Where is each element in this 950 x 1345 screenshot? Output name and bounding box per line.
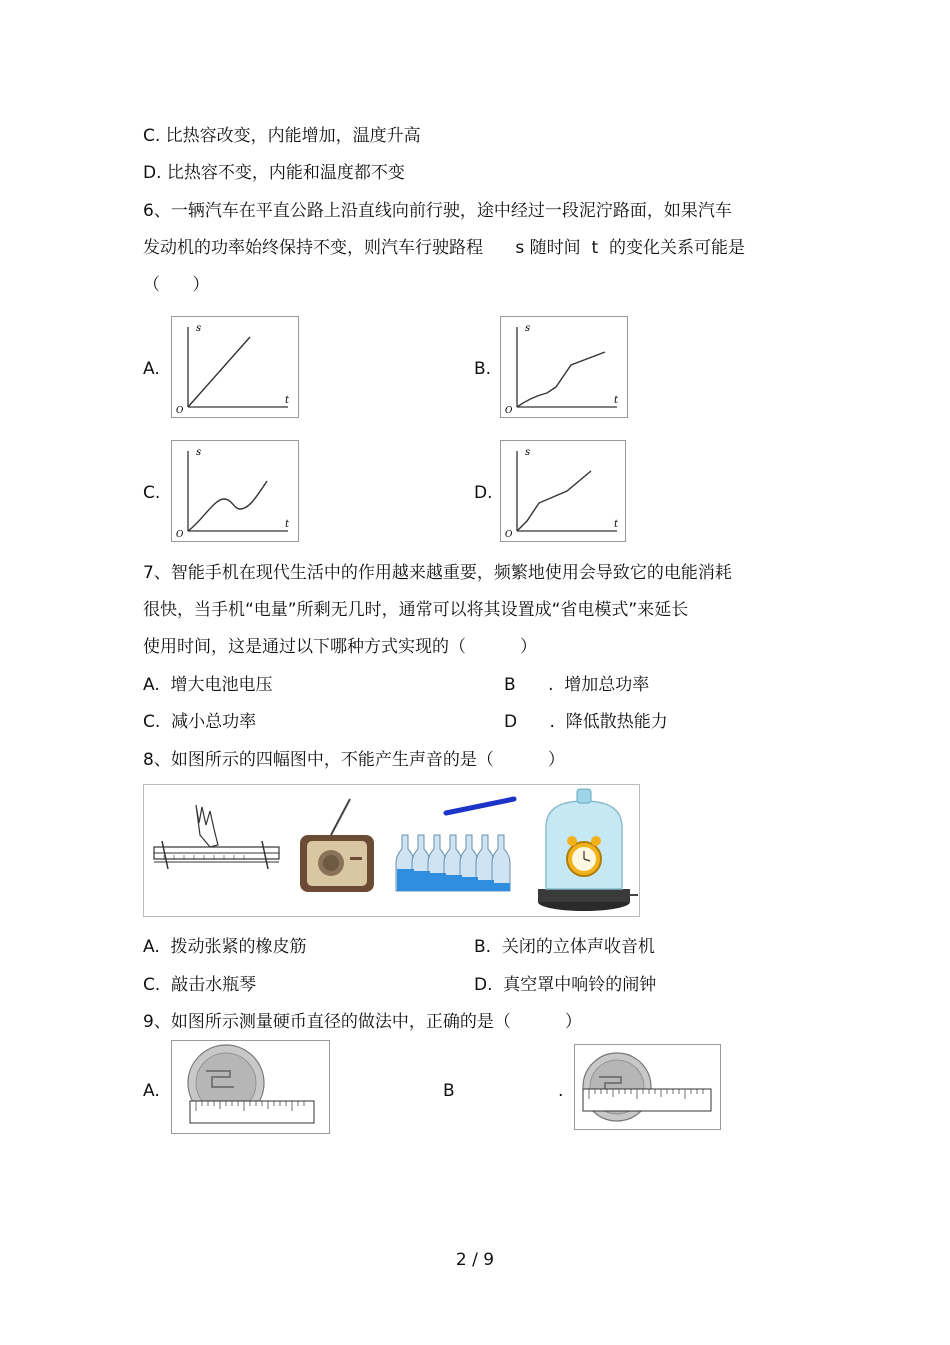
graph-a-t-label: t — [285, 395, 290, 406]
q6-text-line1: 6、一辆汽车在平直公路上沿直线向前行驶，途中经过一段泥泞路面，如果汽车 — [143, 201, 732, 221]
q7-text-line3: 使用时间，这是通过以下哪种方式实现的（ ） — [143, 637, 538, 657]
graph-a-origin: O — [176, 406, 184, 416]
q6-text-line3: （ ） — [143, 275, 210, 295]
q9-figure-a — [171, 1040, 330, 1134]
q6-option-b-label: B. — [474, 359, 492, 379]
graph-d-curve — [517, 471, 591, 531]
graph-b-s-label: s — [525, 323, 531, 334]
graph-c-origin: O — [176, 530, 184, 540]
graph-a-curve — [188, 337, 250, 407]
q7-option-a: A. 增大电池电压 — [143, 675, 273, 695]
q6-graph-b — [500, 316, 628, 418]
q8-figure — [143, 784, 640, 917]
graph-c-curve — [188, 481, 267, 531]
graph-d-origin: O — [505, 530, 513, 540]
q7-text-line2: 很快，当手机“电量”所剩无几时，通常可以将其设置成“省电模式”来延长 — [143, 600, 689, 620]
q6-graph-c — [171, 440, 299, 542]
graph-d-s-label: s — [525, 447, 531, 458]
q6-text-line2: 发动机的功率始终保持不变，则汽车行驶路程 s 随时间 t 的变化关系可能是 — [143, 238, 745, 258]
graph-b-t-label: t — [614, 395, 619, 406]
q6-graph-d — [500, 440, 626, 542]
q7-text-line1: 7、智能手机在现代生活中的作用越来越重要，频繁地使用会导致它的电能消耗 — [143, 563, 732, 583]
graph-a-svg — [172, 317, 298, 417]
q8-option-d: D. 真空罩中响铃的闹钟 — [474, 975, 657, 995]
rubber-band-illustration — [154, 805, 279, 869]
radio-illustration — [300, 799, 374, 892]
q8-option-b: B. 关闭的立体声收音机 — [474, 937, 655, 957]
graph-d-t-label: t — [614, 519, 619, 530]
ruler-a — [190, 1101, 314, 1123]
q8-option-a: A. 拨动张紧的橡皮筋 — [143, 937, 307, 957]
page-number: 2 / 9 — [455, 1250, 495, 1270]
q8-figure-svg — [144, 785, 639, 916]
q5-option-c: C. 比热容改变，内能增加，温度升高 — [143, 126, 421, 146]
graph-a-s-label: s — [196, 323, 202, 334]
ruler-b — [583, 1089, 711, 1111]
q7-option-d: D . 降低散热能力 — [504, 712, 668, 732]
graph-d-svg — [501, 441, 625, 541]
vacuum-bell-jar-illustration — [538, 789, 638, 911]
q7-option-c: C. 减小总功率 — [143, 712, 257, 732]
q9-figure-b — [574, 1044, 721, 1130]
q6-graph-a — [171, 316, 299, 418]
q9-figure-b-svg — [575, 1045, 720, 1129]
graph-c-t-label: t — [285, 519, 290, 530]
water-bottles-illustration — [396, 799, 514, 891]
graph-b-svg — [501, 317, 627, 417]
q9-option-a-label: A. — [143, 1081, 160, 1101]
q9-figure-a-svg — [172, 1041, 329, 1133]
graph-b-curve — [517, 352, 605, 407]
graph-c-svg — [172, 441, 298, 541]
q6-option-a-label: A. — [143, 359, 160, 379]
q8-text-line1: 8、如图所示的四幅图中，不能产生声音的是（ ） — [143, 750, 565, 770]
q6-option-d-label: D. — [474, 483, 493, 503]
q8-option-c: C. 敲击水瓶琴 — [143, 975, 257, 995]
q9-option-b-label: B — [443, 1081, 455, 1101]
q9-text-line1: 9、如图所示测量硬币直径的做法中，正确的是（ ） — [143, 1012, 582, 1032]
q7-option-b: B . 增加总功率 — [504, 675, 650, 695]
q6-option-c-label: C. — [143, 483, 161, 503]
graph-c-s-label: s — [196, 447, 202, 458]
graph-b-origin: O — [505, 406, 513, 416]
q5-option-d: D. 比热容不变，内能和温度都不变 — [143, 163, 405, 183]
q9-option-b-dot: . — [558, 1081, 564, 1101]
